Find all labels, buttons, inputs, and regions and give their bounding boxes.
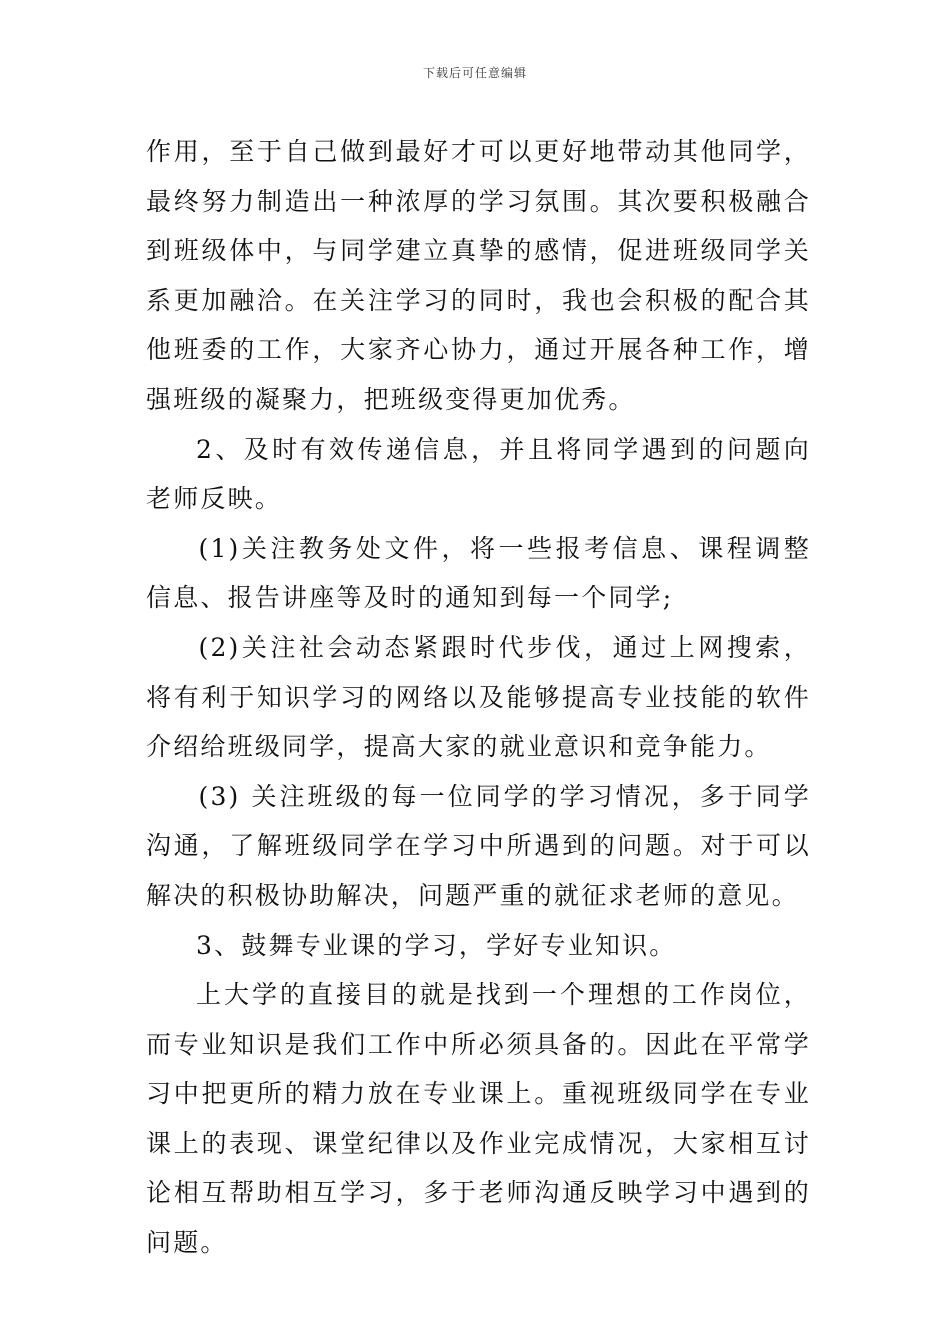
paragraph-continuation: 作用，至于自己做到最好才可以更好地带动其他同学，最终努力制造出一种浓厚的学习氛围。其次要积极融合到班级体中，与同学建立真挚的感情，促进班级同学关系更加融洽。在关注学习的同时，我也会积极的配合其他班委的工作，大家齐心协力，通过开展各种工作，增强班级的凝聚力，把班级变得更加优秀。 xyxy=(146,137,811,414)
paragraph-professional-study: 上大学的直接目的就是找到一个理想的工作岗位，而专业知识是我们工作中所必须具备的。因此在平常学习中把更所的精力放在专业课上。重视班级同学在专业课上的表现、课堂纪律以及作业完成情况，大家相互讨论相互帮助相互学习，多于老师沟通反映学习中遇到的问题。 xyxy=(146,980,811,1258)
paragraph-item-3: 3、鼓舞专业课的学习，学好专业知识。 xyxy=(196,930,677,960)
paragraph-item-2: 2、及时有效传递信息，并且将同学遇到的问题向老师反映。 xyxy=(146,434,811,514)
paragraph-subitem-1: (1)关注教务处文件，将一些报考信息、课程调整信息、报告讲座等及时的通知到每一个同学; xyxy=(146,533,811,613)
page-header: 下载后可任意编辑 xyxy=(422,66,527,80)
paragraph-subitem-2: (2)关注社会动态紧跟时代步伐，通过上网搜索，将有利于知识学习的网络以及能够提高专业技能的软件介绍给班级同学，提高大家的就业意识和竞争能力。 xyxy=(146,632,811,762)
paragraph-subitem-3: (3) 关注班级的每一位同学的学习情况，多于同学沟通，了解班级同学在学习中所遇到的问题。对于可以解决的积极协助解决，问题严重的就征求老师的意见。 xyxy=(146,781,811,910)
document-body xyxy=(146,127,811,1268)
